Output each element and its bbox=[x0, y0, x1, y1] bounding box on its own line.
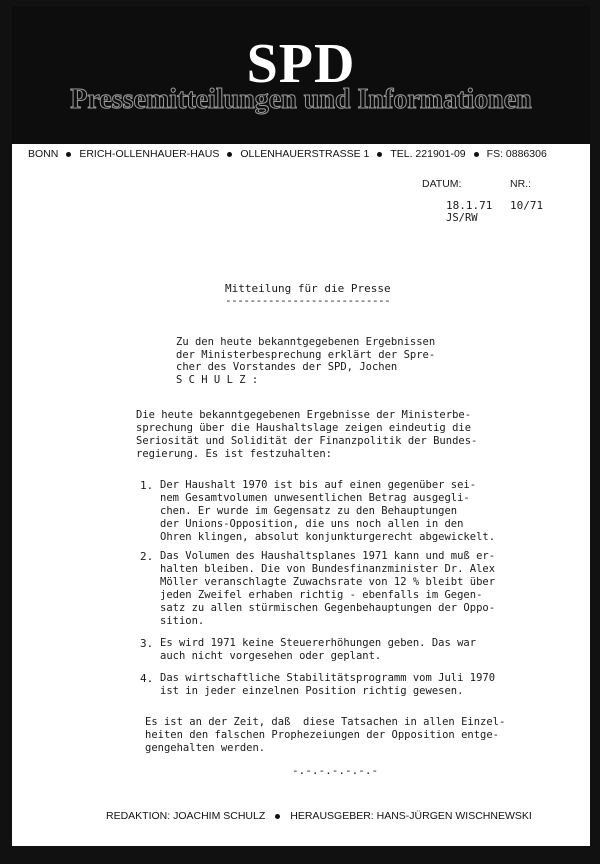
text-line: chen. Er wurde im Gegensatz zu den Behauptungen bbox=[160, 505, 458, 517]
text-line: regierung. Es ist festzuhalten: bbox=[136, 448, 332, 460]
point-number: 3. bbox=[140, 637, 154, 650]
text-line: der Unions-Opposition, die uns noch allen in den bbox=[160, 518, 464, 530]
address-line bbox=[28, 145, 580, 163]
text-line: Das Volumen des Haushaltsplanes 1971 kann und muß er- bbox=[160, 550, 496, 562]
text-line: Es wird 1971 keine Steuererhöhungen geben. Das war bbox=[160, 637, 477, 649]
text-line: gengehalten werden. bbox=[145, 742, 266, 754]
text-line: halten bleiben. Die von Bundesfinanzminister Dr. Alex bbox=[160, 563, 496, 575]
text-line: Zu den heute bekanntgegebenen Ergebnissen bbox=[176, 336, 436, 348]
nr-value: 10/71 bbox=[510, 199, 544, 212]
document-heading: Mitteilung für die Presse bbox=[225, 282, 391, 295]
letterhead-banner bbox=[12, 6, 590, 144]
author-initials: JS/RW bbox=[446, 212, 478, 224]
text-line: sprechung über die Haushaltslage zeigen eindeutig die bbox=[136, 422, 472, 434]
text-line: Der Haushalt 1970 ist bis auf einen gegenüber sei- bbox=[160, 479, 477, 491]
text-line: sition. bbox=[160, 615, 205, 627]
text-line: ist in jeder einzelnen Position richtig gewesen. bbox=[160, 685, 464, 697]
text-line: Seriosität und Solidität der Finanzpolitik der Bundes- bbox=[136, 435, 478, 447]
address-fax: FS: 0886306 bbox=[486, 148, 547, 160]
footer-editor: REDAKTION: JOACHIM SCHULZ bbox=[106, 810, 266, 822]
point-paragraph bbox=[160, 637, 476, 663]
text-line: der Ministerbesprechung erklärt der Spre- bbox=[176, 348, 436, 361]
address-building: ERICH-OLLENHAUER-HAUS bbox=[79, 148, 220, 160]
text-line: nem Gesamtvolumen unwesentlichen Betrag ausgegli- bbox=[160, 492, 470, 504]
spd-logo: SPD bbox=[246, 33, 356, 95]
scan-border-right bbox=[590, 0, 600, 864]
point-number: 4. bbox=[140, 672, 154, 685]
bullet-icon bbox=[66, 152, 71, 157]
bullet-icon bbox=[377, 152, 382, 157]
datum-label: DATUM: bbox=[422, 178, 462, 190]
address-street: OLLENHAUERSTRASSE 1 bbox=[240, 148, 370, 160]
footer-line bbox=[106, 810, 586, 822]
bullet-icon bbox=[275, 814, 280, 819]
lead-paragraph bbox=[136, 409, 477, 461]
scan-border-bottom bbox=[0, 846, 600, 864]
bullet-icon bbox=[227, 152, 232, 157]
address-phone: TEL. 221901-09 bbox=[390, 148, 466, 160]
intro-paragraph bbox=[176, 336, 496, 386]
point-paragraph bbox=[160, 550, 495, 628]
datum-value: 18.1.71 bbox=[446, 199, 493, 212]
nr-label: NR.: bbox=[510, 178, 531, 190]
text-line: S C H U L Z : bbox=[176, 373, 259, 386]
text-line: Möller veranschlagte Zuwachsrate von 12 % bleibt über bbox=[160, 576, 496, 588]
point-paragraph bbox=[160, 672, 495, 698]
bullet-icon bbox=[474, 152, 479, 157]
text-line: Das wirtschaftliche Stabilitätsprogramm vom Juli 1970 bbox=[160, 672, 496, 684]
end-mark: -.-.-.-.-.-.- bbox=[292, 764, 379, 777]
text-line: Es ist an der Zeit, daß diese Tatsachen in allen Einzel- bbox=[145, 716, 506, 728]
scan-border-left bbox=[0, 0, 12, 864]
text-line: satz zu allen stürmischen Gegenbehauptungen der Oppo- bbox=[160, 602, 496, 614]
closing-paragraph bbox=[145, 716, 505, 755]
text-line: auch nicht vorgesehen oder geplant. bbox=[160, 650, 382, 662]
letterhead-subtitle: Pressemitteilungen und Informationen bbox=[70, 84, 532, 115]
text-line: cher des Vorstandes der SPD, Jochen bbox=[176, 361, 398, 373]
point-paragraph bbox=[160, 479, 495, 544]
text-line: Ohren klingen, absolut konjunkturgerecht abgewickelt. bbox=[160, 531, 496, 543]
heading-underline: --------------------------- bbox=[225, 294, 391, 307]
point-number: 2. bbox=[140, 550, 154, 563]
text-line: heiten den falschen Prophezeiungen der Opposition entge- bbox=[145, 729, 500, 741]
footer-publisher: HERAUSGEBER: HANS-JÜRGEN WISCHNEWSKI bbox=[290, 810, 532, 822]
text-line: Die heute bekanntgegebenen Ergebnisse der Ministerbe- bbox=[136, 409, 472, 421]
text-line: jeden Zweifel erhaben richtig - ebenfalls im Gegen- bbox=[160, 589, 483, 601]
point-number: 1. bbox=[140, 479, 154, 492]
address-city: BONN bbox=[28, 148, 59, 160]
